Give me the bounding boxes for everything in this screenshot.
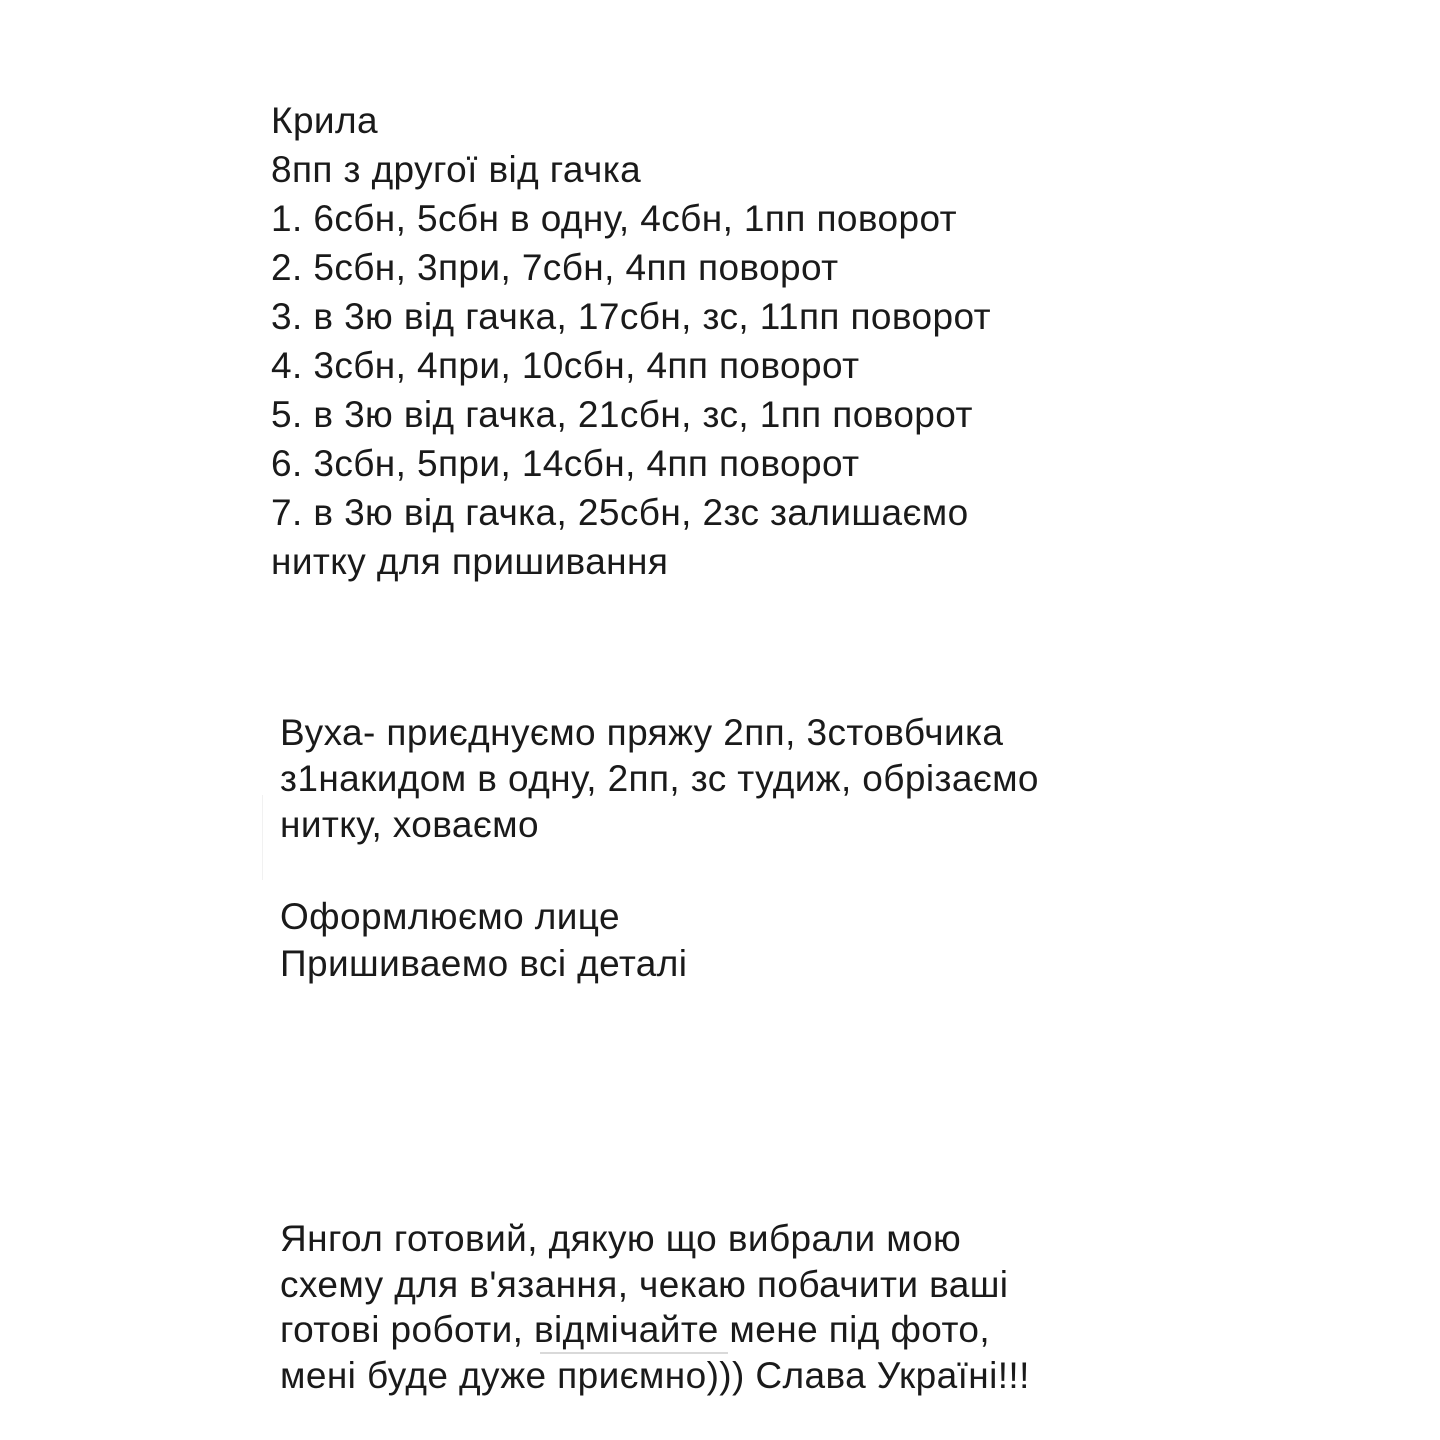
- faint-divider: [262, 795, 263, 880]
- wings-row-3: 3. в 3ю від гачка, 17сбн, зс, 11пп поворот: [271, 296, 992, 337]
- ear-line-3: нитку, ховаємо: [280, 804, 539, 845]
- finish-line-face: Оформлюємо лице: [280, 896, 620, 937]
- outro-line-3: готові роботи, відмічайте мене під фото,: [280, 1309, 991, 1350]
- outro-line-2: схему для в'язання, чекаю побачити ваші: [280, 1263, 1009, 1305]
- wings-title: Крила: [271, 100, 378, 141]
- finish-section: [280, 893, 687, 987]
- outro-line-4: мені буде дуже приємно))) Слава Україні!!!: [280, 1354, 1030, 1396]
- finish-line-sew: Пришиваемо всі деталі: [280, 943, 688, 984]
- wings-row-2: 2. 5сбн, 3при, 7сбн, 4пп поворот: [271, 247, 839, 288]
- wings-line-foundation: 8пп з другої від гачка: [271, 149, 642, 190]
- wings-row-4: 4. 3сбн, 4при, 10сбн, 4пп поворот: [271, 345, 860, 386]
- ear-line-2: з1накидом в одну, 2пп, зс тудиж, обрізаємо: [280, 758, 1039, 799]
- outro-line-1: Янгол готовий, дякую що вибрали мою: [280, 1218, 962, 1259]
- wings-row-1: 1. 6сбн, 5сбн в одну, 4сбн, 1пп поворот: [271, 198, 957, 239]
- wings-section: [271, 96, 991, 586]
- text-selection-underline: [540, 1352, 728, 1354]
- wings-row-7-continued: нитку для пришивання: [271, 541, 669, 582]
- ear-line-1: Вуха- приєднуємо пряжу 2пп, 3стовбчика: [280, 712, 1004, 753]
- wings-row-7: 7. в 3ю від гачка, 25сбн, 2зс залишаємо: [271, 492, 969, 533]
- ear-section: [280, 710, 1039, 848]
- wings-row-6: 6. 3сбн, 5при, 14сбн, 4пп поворот: [271, 443, 860, 484]
- wings-row-5: 5. в 3ю від гачка, 21сбн, зс, 1пп поворот: [271, 394, 973, 435]
- outro-section: [280, 1216, 1030, 1398]
